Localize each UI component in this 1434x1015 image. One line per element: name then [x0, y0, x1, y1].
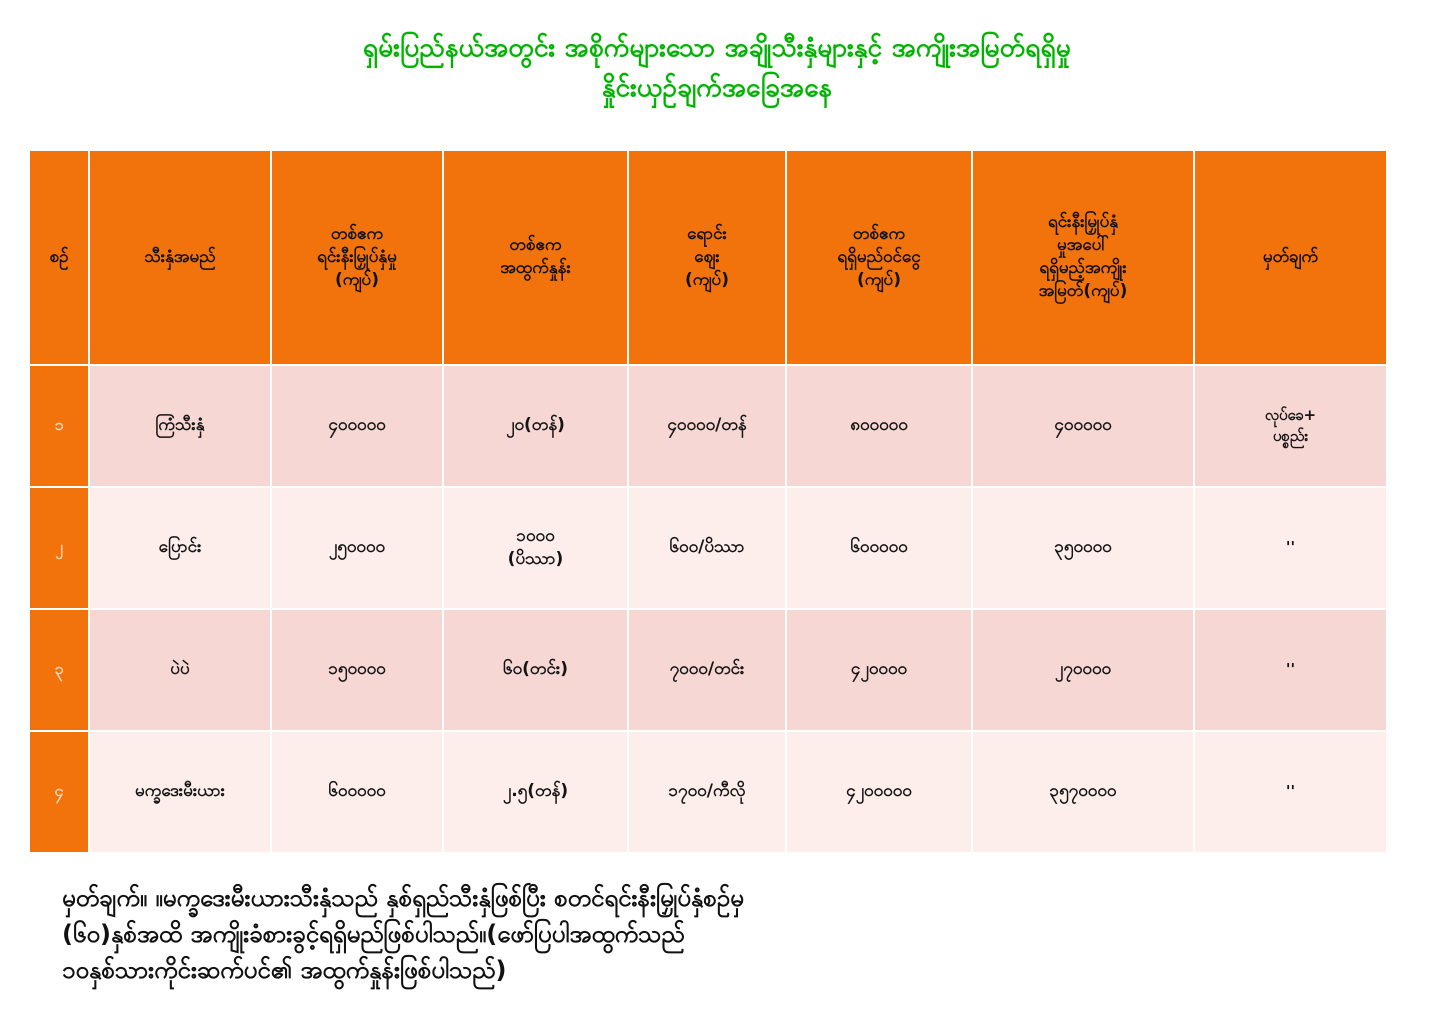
page-title — [0, 0, 1434, 109]
column-header-crop-name: သီးနှံအမည် — [89, 150, 271, 365]
cell-remark: လုပ်ခေ+ ပစ္စည်း — [1194, 365, 1387, 487]
footnote-line-1: မှတ်ချက်။ ။မက္ခဒေးမီးယားသီးနှံသည် နှစ်ရှည်သီးနှံဖြစ်ပြီး စတင်ရင်းနီးမြှုပ်နှံစဉ်မှ — [62, 883, 744, 912]
cell-remark: '' — [1194, 731, 1387, 853]
cell-index: ၃ — [29, 609, 89, 731]
cell-income: ၄၂၀၀၀၀ — [786, 609, 972, 731]
footnote-line-2: (၆၀)နှစ်အထိ အကျိုးခံစားခွင့်ရရှိမည်ဖြစ်ပါသည်။(ဖော်ပြပါအထွက်သည် — [62, 919, 685, 948]
page-title-line-1: ရှမ်းပြည်နယ်အတွင်း အစိုက်များသော အချိုသီးနှံများနှင့် အကျိုးအမြတ်ရရှိမှု — [363, 33, 1071, 63]
footnote-line-3: ၁၀နှစ်သားကိုင်းဆက်ပင်၏ အထွက်နှုန်းဖြစ်ပါသည်) — [62, 955, 507, 984]
cell-income: ၆၀၀၀၀၀ — [786, 487, 972, 609]
cell-profit: ၃၅၇၀၀၀၀ — [972, 731, 1194, 853]
cell-yield: ၆၀(တင်း) — [443, 609, 628, 731]
cell-crop-name: ပြောင်း — [89, 487, 271, 609]
page-title-line-2: နှိုင်းယှဉ်ချက်အခြေအနေ — [601, 73, 833, 104]
column-header-investment: တစ်ဧက ရင်းနီးမြှုပ်နှံမှု (ကျပ်) — [271, 150, 443, 365]
table-row — [29, 609, 1387, 731]
table-row — [29, 487, 1387, 609]
cell-index: ၄ — [29, 731, 89, 853]
cell-yield: ၁၀၀၀ (ပိဿာ) — [443, 487, 628, 609]
column-header-yield: တစ်ဧက အထွက်နှုန်း — [443, 150, 628, 365]
cell-profit: ၂၇၀၀၀၀ — [972, 609, 1194, 731]
cell-investment: ၁၅၀၀၀၀ — [271, 609, 443, 731]
cell-investment: ၄၀၀၀၀၀ — [271, 365, 443, 487]
cell-price: ၄၀၀၀၀/တန် — [628, 365, 786, 487]
table-header — [29, 150, 1387, 365]
cell-price: ၁၇၀၀/ကီလို — [628, 731, 786, 853]
cell-profit: ၃၅၀၀၀၀ — [972, 487, 1194, 609]
table-row — [29, 365, 1387, 487]
cell-remark: '' — [1194, 487, 1387, 609]
column-header-profit: ရင်းနီးမြှုပ်နှံ မှုအပေါ် ရရှိမည့်အကျိုး အမြတ်(ကျပ်) — [972, 150, 1194, 365]
cell-price: ၇၀၀၀/တင်း — [628, 609, 786, 731]
crop-comparison-table — [28, 149, 1388, 854]
table-row — [29, 731, 1387, 853]
cell-remark: '' — [1194, 609, 1387, 731]
cell-investment: ၂၅၀၀၀၀ — [271, 487, 443, 609]
column-header-income: တစ်ဧက ရရှိမည်ဝင်ငွေ (ကျပ်) — [786, 150, 972, 365]
crop-comparison-table-wrapper — [28, 149, 1386, 854]
column-header-remark: မှတ်ချက် — [1194, 150, 1387, 365]
cell-yield: ၂.၅(တန်) — [443, 731, 628, 853]
cell-yield: ၂၀(တန်) — [443, 365, 628, 487]
cell-income: ၄၂၀၀၀၀၀ — [786, 731, 972, 853]
cell-income: ၈၀၀၀၀၀ — [786, 365, 972, 487]
cell-crop-name: ပဲပဲ — [89, 609, 271, 731]
column-header-price: ရောင်း ဈေး (ကျပ်) — [628, 150, 786, 365]
cell-investment: ၆၀၀၀၀၀ — [271, 731, 443, 853]
table-body — [29, 365, 1387, 853]
table-header-row — [29, 150, 1387, 365]
cell-crop-name: ကြံသီးနှံ — [89, 365, 271, 487]
column-header-index: စဉ် — [29, 150, 89, 365]
cell-crop-name: မက္ခဒေးမီးယား — [89, 731, 271, 853]
cell-price: ၆၀၀/ပိဿာ — [628, 487, 786, 609]
cell-index: ၂ — [29, 487, 89, 609]
footnote — [62, 880, 1374, 988]
cell-index: ၁ — [29, 365, 89, 487]
cell-profit: ၄၀၀၀၀၀ — [972, 365, 1194, 487]
